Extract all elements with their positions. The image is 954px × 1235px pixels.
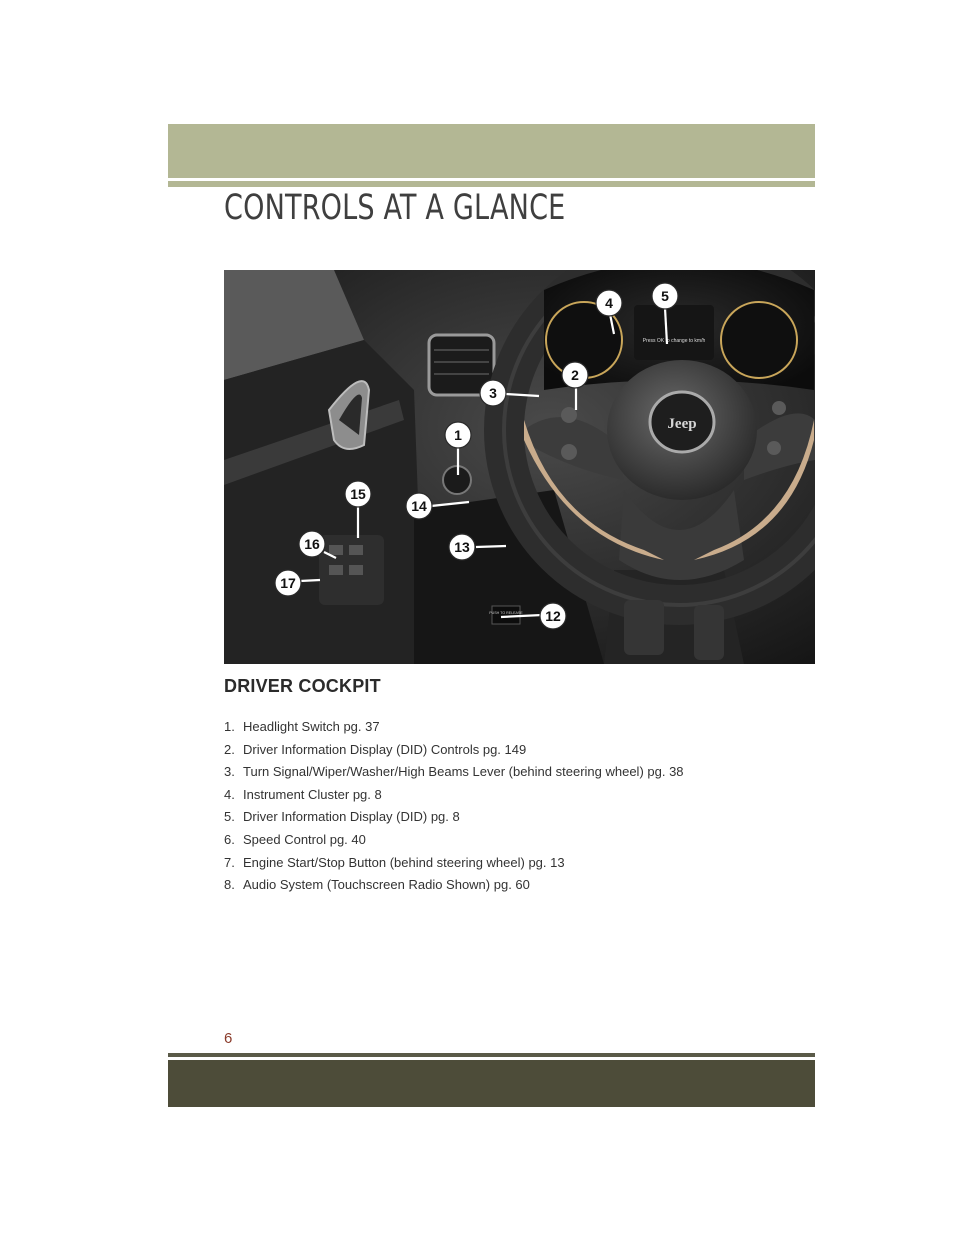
- list-item-number: 2.: [224, 741, 235, 757]
- list-item-text: Speed Control pg. 40: [243, 831, 366, 847]
- list-item-number: 5.: [224, 809, 235, 825]
- header-rule: [168, 181, 815, 187]
- page-number: 6: [224, 1030, 233, 1047]
- page-title: CONTROLS AT A GLANCE: [224, 188, 566, 228]
- list-item-number: 1.: [224, 719, 235, 734]
- callout-4-label: 4: [605, 295, 613, 311]
- header-band: [168, 124, 815, 178]
- list-item: [224, 739, 684, 762]
- callout-17-label: 17: [280, 575, 296, 591]
- callout-14: [406, 493, 432, 519]
- list-item-text: Turn Signal/Wiper/Washer/High Beams Lever (behind steering wheel) pg. 38: [243, 764, 684, 780]
- controls-list: [224, 716, 684, 897]
- list-item-text: Headlight Switch pg. 37: [243, 719, 380, 734]
- callout-15-label: 15: [350, 486, 366, 502]
- callout-5: [652, 283, 678, 309]
- list-item: [224, 874, 684, 897]
- list-item-text: Audio System (Touchscreen Radio Shown) pg. 60: [243, 877, 530, 893]
- list-item-number: 6.: [224, 831, 235, 847]
- leader-line-17: [300, 580, 320, 581]
- cockpit-illustration: [224, 270, 815, 664]
- callout-5-label: 5: [661, 288, 669, 304]
- callout-14-label: 14: [411, 498, 427, 514]
- callout-2: [562, 362, 588, 388]
- section-heading: DRIVER COCKPIT: [224, 676, 381, 696]
- list-item-text: Driver Information Display (DID) pg. 8: [243, 809, 460, 825]
- push-to-release-label: PUSH TO RELEASE: [489, 611, 523, 615]
- list-item: [224, 761, 684, 784]
- list-item: [224, 829, 684, 852]
- driver-cockpit-photo: [224, 270, 815, 664]
- callout-3: [480, 380, 506, 406]
- list-item-number: 4.: [224, 786, 235, 802]
- list-item-number: 8.: [224, 877, 235, 893]
- footer-rule: [168, 1053, 815, 1057]
- did-message-text: Press OK to change to km/h: [642, 338, 706, 344]
- callout-2-label: 2: [571, 367, 579, 383]
- callout-1: [445, 422, 471, 448]
- callout-16: [299, 531, 325, 557]
- list-item-number: 7.: [224, 854, 235, 870]
- callout-1-label: 1: [454, 427, 462, 443]
- list-item-text: Engine Start/Stop Button (behind steering wheel) pg. 13: [243, 854, 565, 870]
- callout-3-label: 3: [489, 385, 497, 401]
- list-item: [224, 852, 684, 875]
- callout-16-label: 16: [304, 536, 320, 552]
- leader-line-13: [476, 546, 506, 547]
- callout-12-label: 12: [545, 608, 561, 624]
- list-item-text: Instrument Cluster pg. 8: [243, 786, 382, 802]
- list-item: [224, 784, 684, 807]
- list-item-number: 3.: [224, 764, 235, 780]
- list-item: [224, 716, 684, 739]
- callout-13-label: 13: [454, 539, 470, 555]
- footer-band: [168, 1060, 815, 1107]
- list-item: [224, 806, 684, 829]
- jeep-logo: Jeep: [667, 416, 697, 432]
- callout-4: [596, 290, 622, 316]
- callout-15: [345, 481, 371, 507]
- callout-13: [449, 534, 475, 560]
- callout-17: [275, 570, 301, 596]
- callout-12: [540, 603, 566, 629]
- list-item-text: Driver Information Display (DID) Controls pg. 149: [243, 741, 527, 757]
